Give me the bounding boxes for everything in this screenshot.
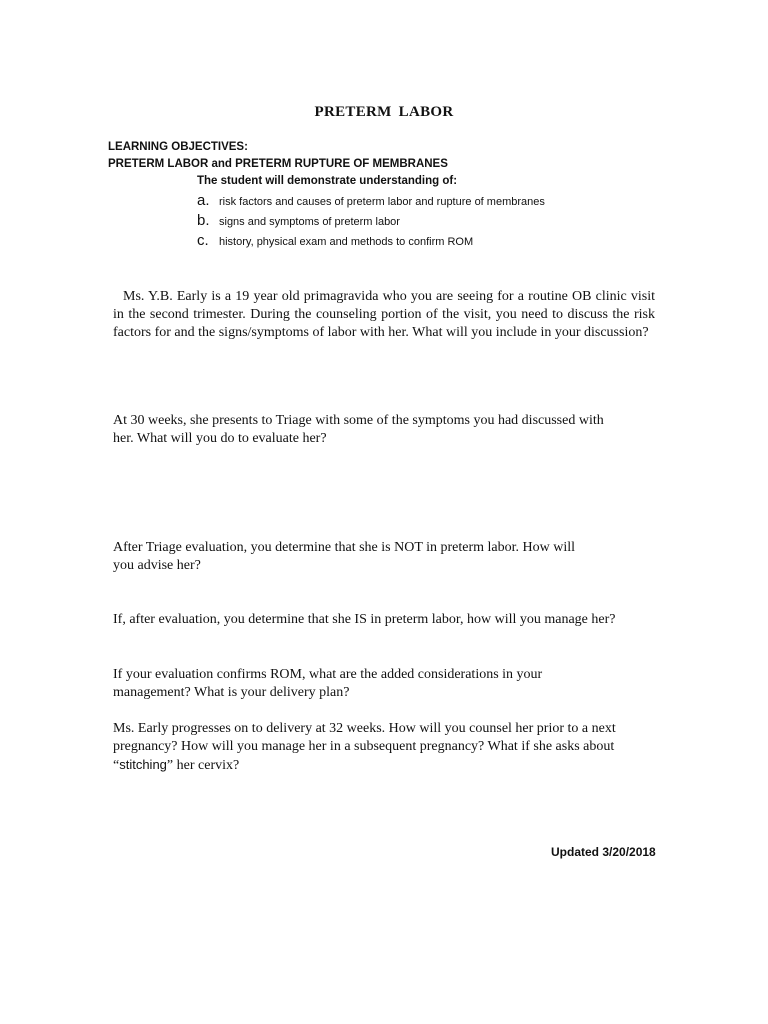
case-paragraph-not-preterm [113,539,655,575]
case-paragraph-triage [113,412,655,448]
paragraph-line: you advise her? [113,558,201,573]
paragraph-line: her. What will you do to evaluate her? [113,431,327,446]
list-letter: a. [197,192,210,209]
case-paragraph-intro: Ms. Y.B. Early is a 19 year old primagravida who you are seeing for a routine OB clinic visit in the second trimester. During the counseling portion of the visit, you need to discuss the risk factors for and the signs/symptoms of labor with her. What will you include in your discussion? [113,289,655,340]
case-paragraph-rom [113,666,655,702]
updated-date: Updated 3/20/2018 [551,845,656,859]
close-quote: ” [166,758,174,773]
list-item [197,232,545,252]
objectives-heading: LEARNING OBJECTIVES: [108,141,248,153]
paragraph-line: At 30 weeks, she presents to Triage with some of the symptoms you had discussed with [113,413,604,428]
page-title: PRETERM LABOR [314,104,454,120]
list-letter: b. [197,212,210,229]
objectives-intro: The student will demonstrate understanding of: [197,175,458,187]
list-item [197,212,545,232]
list-item [197,192,545,212]
list-text: risk factors and causes of preterm labor and rupture of membranes [219,196,545,208]
list-text: signs and symptoms of preterm labor [219,216,400,228]
objectives-subheading: PRETERM LABOR and PRETERM RUPTURE OF MEMBRANES [108,158,448,170]
list-text: history, physical exam and methods to confirm ROM [219,236,474,248]
case-paragraph-is-preterm: If, after evaluation, you determine that she IS in preterm labor, how will you manage her? [113,612,616,627]
stitching-word: stitching [119,757,167,772]
paragraph-line: pregnancy? How will you manage her in a subsequent pregnancy? What if she asks about [113,739,615,754]
list-letter: c. [197,232,209,249]
paragraph-line-rest: her cervix? [173,758,240,773]
paragraph-line: If your evaluation confirms ROM, what are the added considerations in your [113,667,543,682]
open-quote: “ [113,758,120,773]
objectives-list [197,192,545,252]
paragraph-line: After Triage evaluation, you determine that she is NOT in preterm labor. How will [113,540,576,555]
case-paragraph-delivery [113,720,655,775]
paragraph-line: management? What is your delivery plan? [113,685,350,700]
paragraph-line: Ms. Early progresses on to delivery at 32 weeks. How will you counsel her prior to a next [113,721,616,736]
